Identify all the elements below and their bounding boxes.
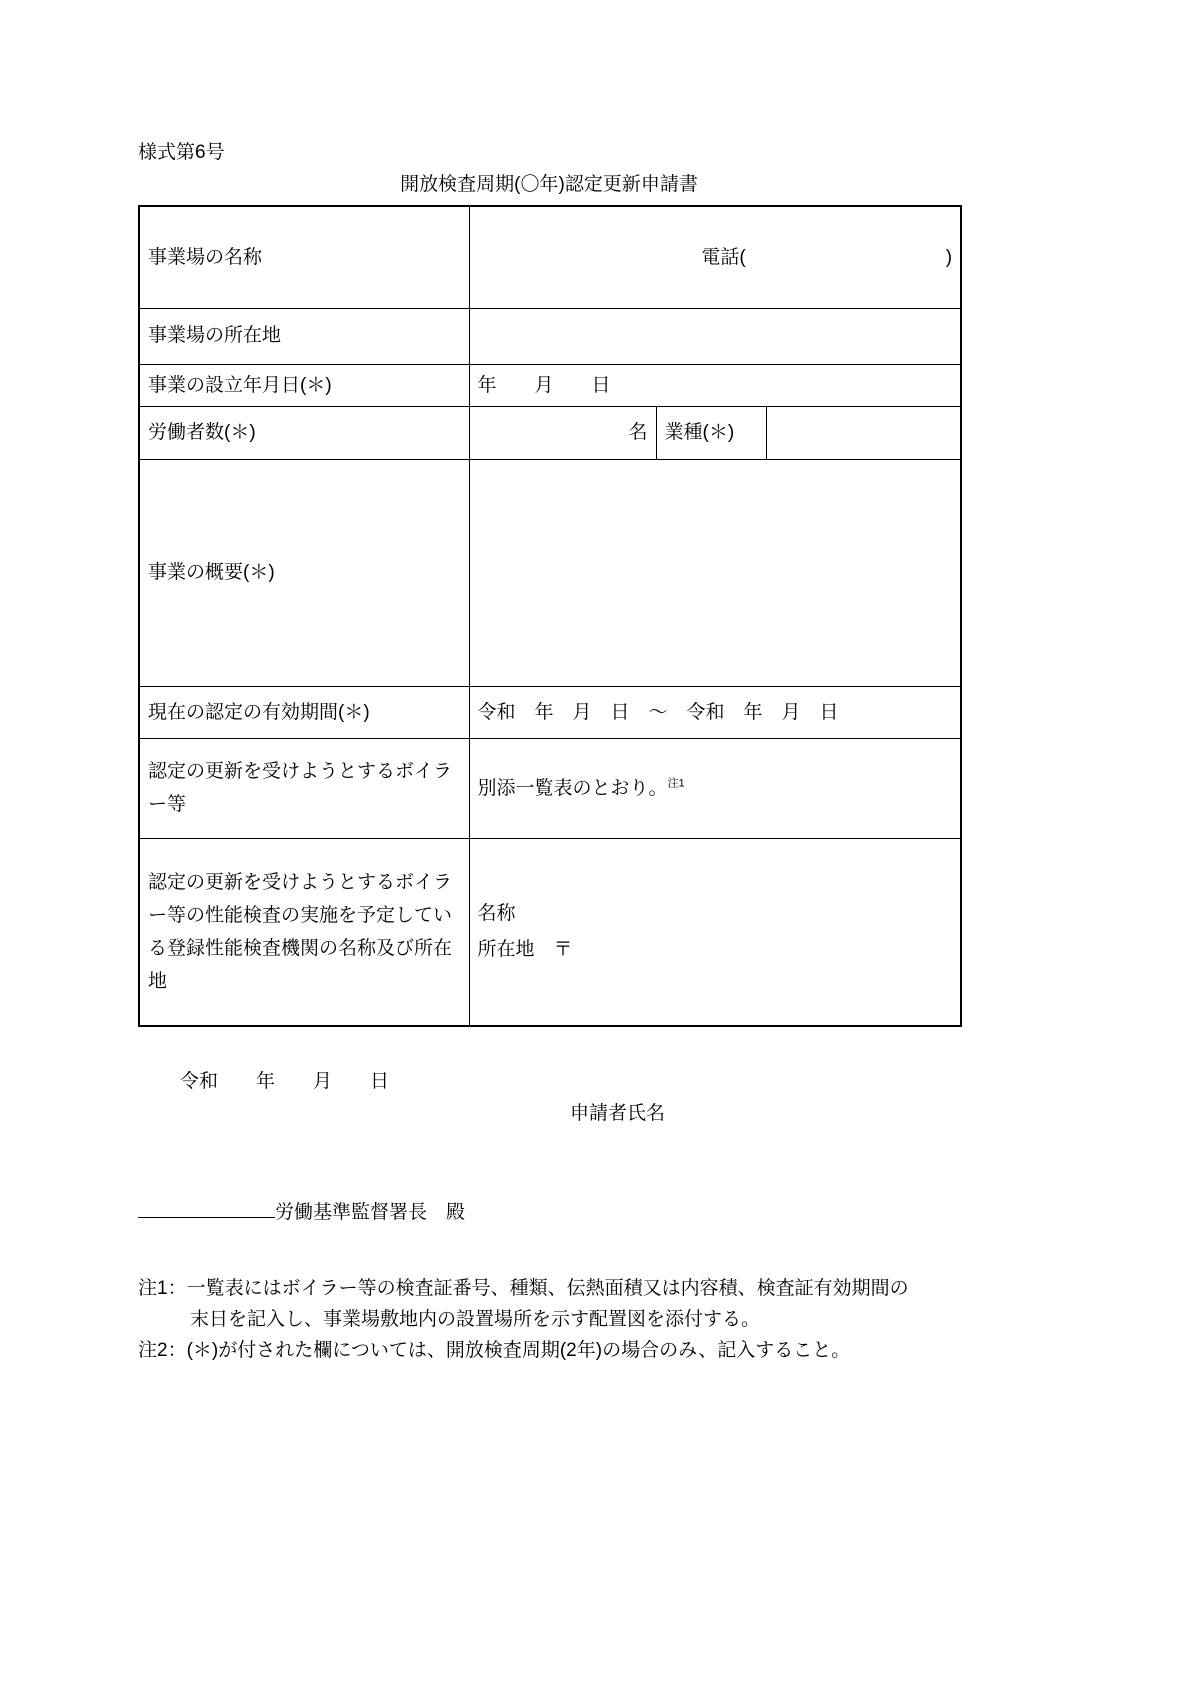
label-inspection-agency: 認定の更新を受けようとするボイラー等の性能検査の実施を予定している登録性能検査機関の名称及び所在地: [139, 838, 469, 1026]
row-business-overview: [139, 459, 961, 686]
row-business-address: [139, 308, 961, 364]
submission-date-line: 令和 年 月 日: [180, 1071, 390, 1093]
application-form-table: [138, 205, 962, 1027]
label-business-name: 事業場の名称: [139, 206, 469, 308]
footnote-1-line-1: 注1：一覧表にはボイラー等の検査証番号、種類、伝熱面積又は内容積、検査証有効期間の: [138, 1278, 909, 1300]
label-workers: 労働者数(＊): [139, 406, 469, 459]
label-certification-period: 現在の認定の有効期間(＊): [139, 686, 469, 738]
label-business-overview: 事業の概要(＊): [139, 459, 469, 686]
footnote-1-line-2: 末日を記入し、事業場敷地内の設置場所を示す配置図を添付する。: [190, 1309, 761, 1331]
cell-inspection-agency-value: [469, 838, 961, 1026]
cell-business-overview-value: [469, 459, 961, 686]
cell-industry-value: [766, 406, 961, 459]
row-workers: [139, 406, 961, 459]
label-boilers: 認定の更新を受けようとするボイラー等: [139, 738, 469, 838]
form-number: 様式第6号: [138, 142, 225, 163]
phone-suffix: ): [945, 246, 953, 268]
label-business-address: 事業場の所在地: [139, 308, 469, 364]
note1-reference: 注1: [667, 777, 685, 790]
cell-boilers-value: [469, 738, 961, 838]
footnotes: [138, 1273, 960, 1366]
office-name-blank-field: [138, 1197, 275, 1218]
label-industry: 業種(＊): [656, 406, 766, 459]
cell-certification-period-value: 令和 年 月 日 〜 令和 年 月 日: [469, 686, 961, 738]
row-certification-period: [139, 686, 961, 738]
row-boilers: [139, 738, 961, 838]
agency-address-label: 所在地 〒: [477, 939, 573, 960]
applicant-name-label: 申請者氏名: [570, 1103, 666, 1125]
row-establishment-date: [139, 364, 961, 406]
cell-workers-count: 名: [469, 406, 656, 459]
phone-prefix: 電話(: [701, 246, 746, 268]
page-title: 開放検査周期(〇年)認定更新申請書: [400, 174, 698, 195]
cell-establishment-date-value: 年 月 日: [469, 364, 961, 406]
boilers-value-text: 別添一覧表のとおり。: [477, 777, 668, 799]
cell-business-address-value: [469, 308, 961, 364]
footnote-2: 注2：(＊)が付された欄については、開放検査周期(2年)の場合のみ、記入すること。: [138, 1340, 851, 1362]
labor-office-line: [138, 1197, 960, 1227]
labor-office-text: 労働基準監督署長 殿: [275, 1202, 466, 1224]
agency-name-label: 名称: [477, 903, 516, 924]
row-business-name: [139, 206, 961, 308]
label-establishment-date: 事業の設立年月日(＊): [139, 364, 469, 406]
cell-business-name-value: [469, 206, 961, 308]
document-content: [138, 140, 960, 1366]
row-inspection-agency: [139, 838, 961, 1026]
